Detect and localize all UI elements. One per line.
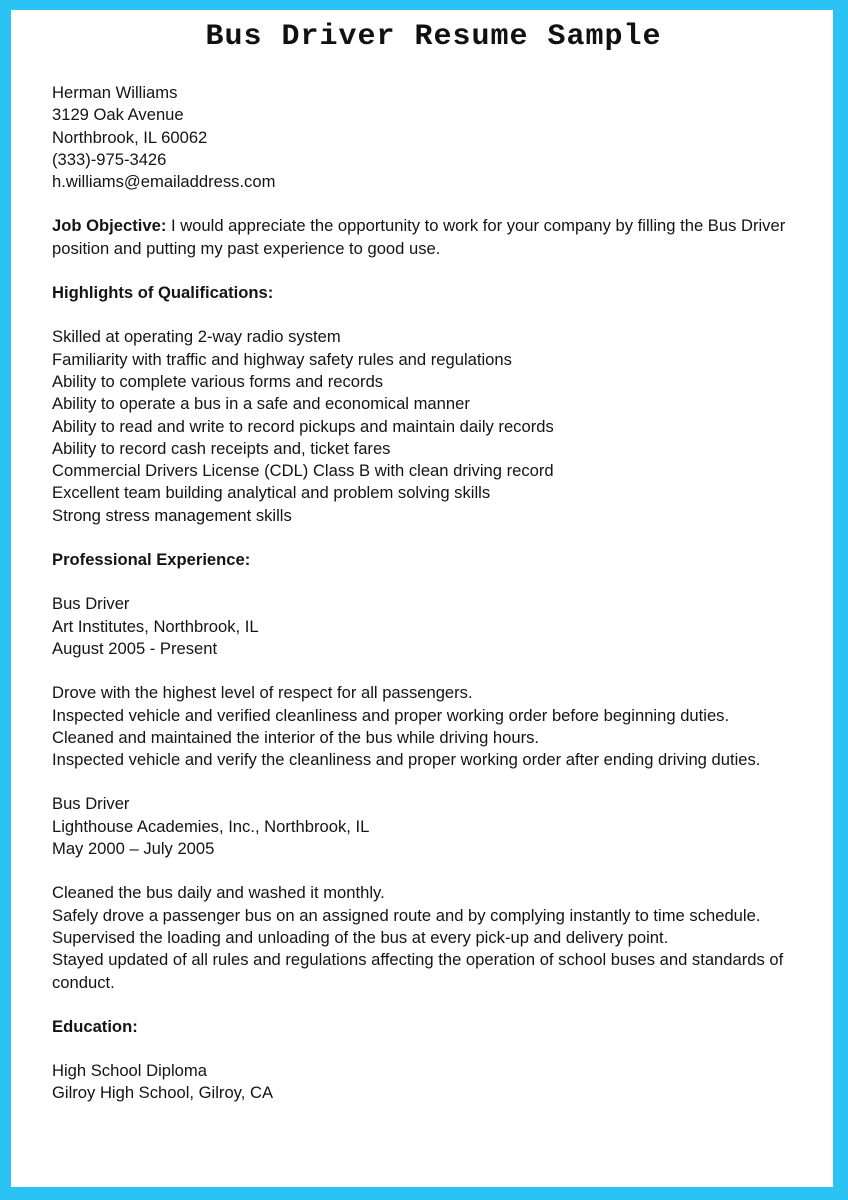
contact-address: 3129 Oak Avenue xyxy=(52,105,184,125)
qualification-item: Skilled at operating 2-way radio system xyxy=(52,327,341,347)
job-duties xyxy=(52,882,815,993)
job-objective-label: Job Objective: xyxy=(52,216,167,236)
job-objective-text: I would appreciate the opportunity to work for your company by filling the Bus Driver position and putting my past experience to good use. xyxy=(52,216,786,258)
job-dates: August 2005 - Present xyxy=(52,638,218,658)
qualifications-heading: Highlights of Qualifications: xyxy=(52,283,274,303)
duty-item: Stayed updated of all rules and regulations affecting the operation of school buses and standards of conduct. xyxy=(52,950,784,992)
education-block xyxy=(52,1060,815,1105)
experience-heading: Professional Experience: xyxy=(52,550,251,570)
job-company: Lighthouse Academies, Inc., Northbrook, IL xyxy=(52,816,370,836)
duty-item: Safely drove a passenger bus on an assigned route and by complying instantly to time schedule. xyxy=(52,905,761,925)
job-header xyxy=(52,593,815,660)
education-degree: High School Diploma xyxy=(52,1061,207,1081)
duty-item: Inspected vehicle and verify the cleanliness and proper working order after ending driving duties. xyxy=(52,750,761,770)
education-heading: Education: xyxy=(52,1016,138,1036)
qualification-item: Strong stress management skills xyxy=(52,505,292,525)
job-title: Bus Driver xyxy=(52,594,130,614)
qualifications-list xyxy=(52,326,815,527)
job-header xyxy=(52,793,815,860)
qualification-item: Ability to operate a bus in a safe and economical manner xyxy=(52,394,470,414)
job-duties xyxy=(52,682,815,771)
qualification-item: Familiarity with traffic and highway safety rules and regulations xyxy=(52,349,512,369)
qualification-item: Ability to record cash receipts and, ticket fares xyxy=(52,438,391,458)
page-title: Bus Driver Resume Sample xyxy=(205,20,662,54)
duty-item: Cleaned and maintained the interior of the bus while driving hours. xyxy=(52,727,540,747)
contact-city-state-zip: Northbrook, IL 60062 xyxy=(52,127,208,147)
job-title: Bus Driver xyxy=(52,794,130,814)
duty-item: Supervised the loading and unloading of the bus at every pick-up and delivery point. xyxy=(52,927,669,947)
qualification-item: Excellent team building analytical and problem solving skills xyxy=(52,483,491,503)
contact-email: h.williams@emailaddress.com xyxy=(52,172,276,192)
duty-item: Inspected vehicle and verified cleanliness and proper working order before beginning duties. xyxy=(52,705,730,725)
job-dates: May 2000 – July 2005 xyxy=(52,839,215,859)
qualification-item: Ability to complete various forms and records xyxy=(52,371,384,391)
education-school: Gilroy High School, Gilroy, CA xyxy=(52,1083,274,1103)
job-objective xyxy=(52,215,815,260)
contact-name: Herman Williams xyxy=(52,83,178,102)
qualification-item: Commercial Drivers License (CDL) Class B with clean driving record xyxy=(52,461,554,481)
duty-item: Cleaned the bus daily and washed it monthly. xyxy=(52,883,385,903)
qualification-item: Ability to read and write to record pickups and maintain daily records xyxy=(52,416,554,436)
contact-phone: (333)-975-3426 xyxy=(52,149,167,169)
duty-item: Drove with the highest level of respect for all passengers. xyxy=(52,683,473,703)
contact-block xyxy=(52,82,815,193)
job-company: Art Institutes, Northbrook, IL xyxy=(52,616,259,636)
